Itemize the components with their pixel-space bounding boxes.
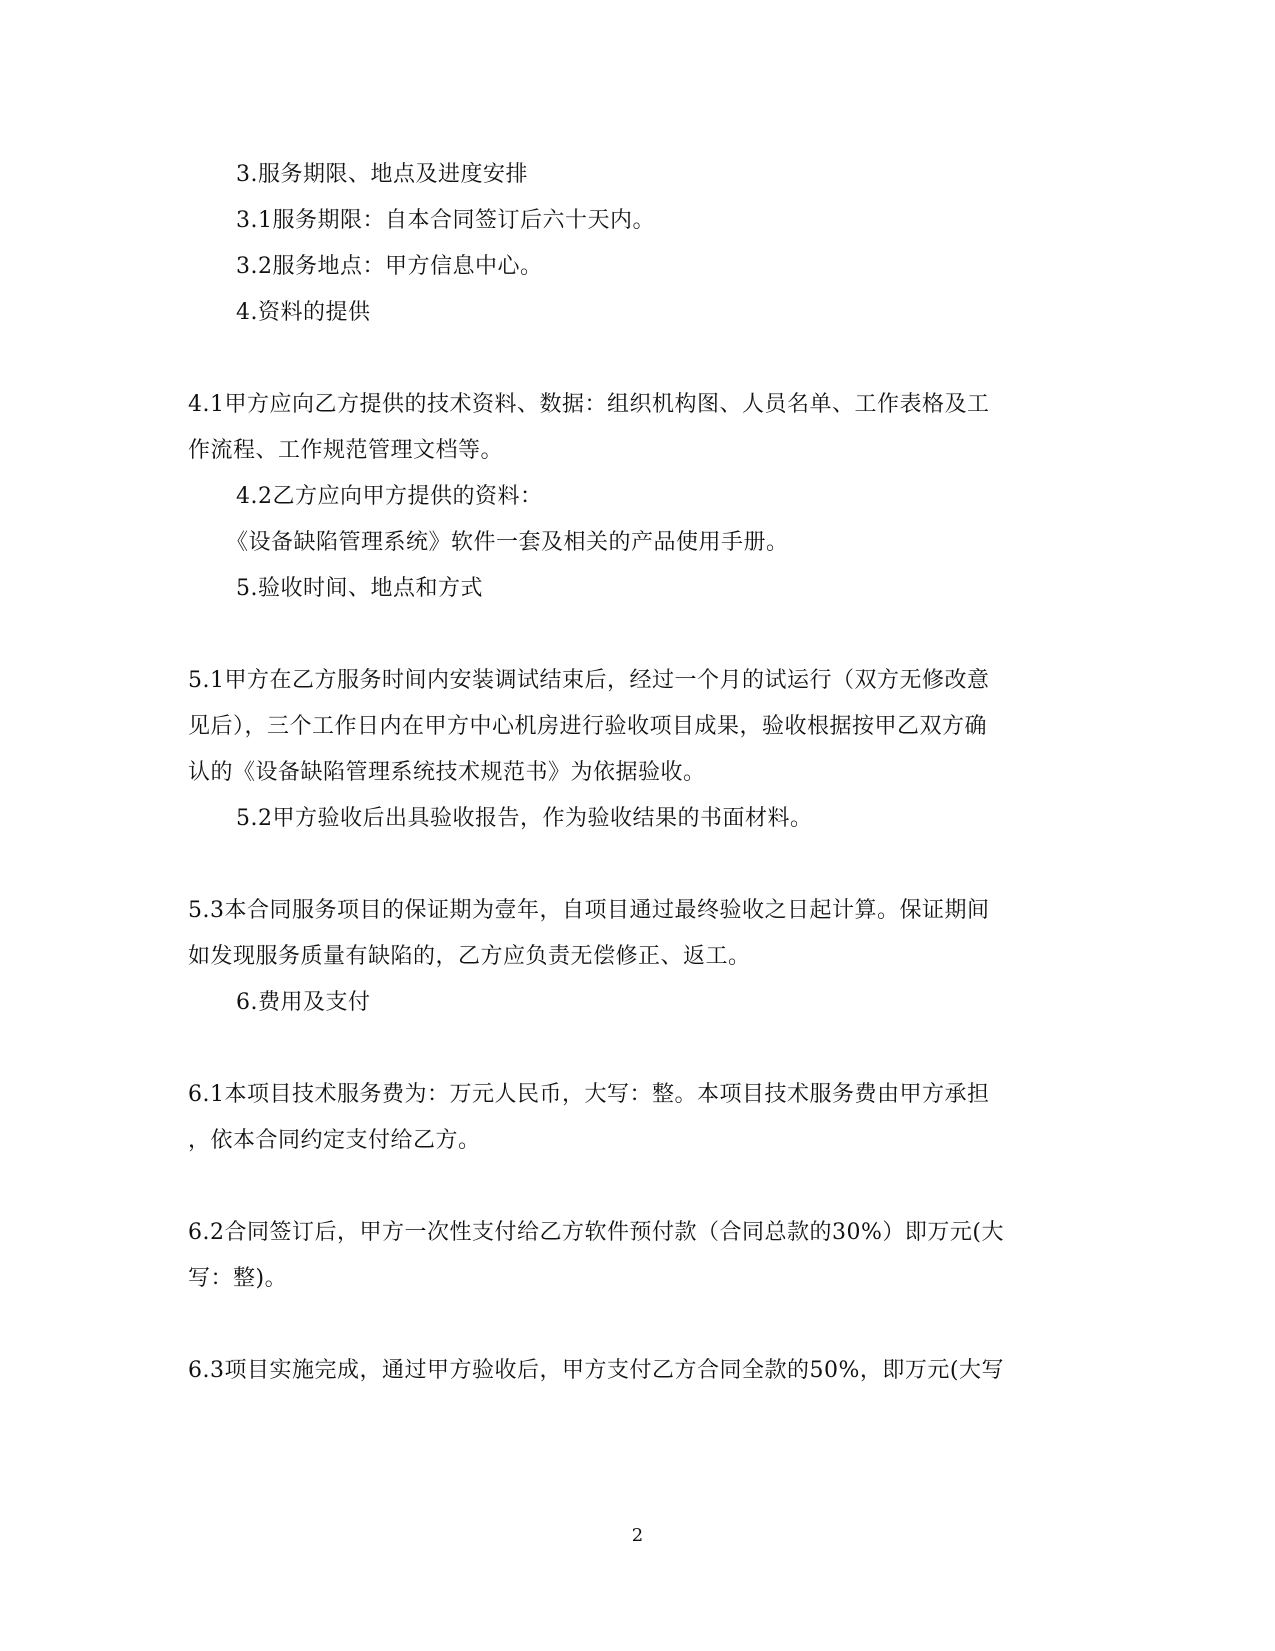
page-number: 2 bbox=[631, 1525, 644, 1546]
clause-5-1-line-1: 5.1甲方在乙方服务时间内安装调试结束后，经过一个月的试运行（双方无修改意 bbox=[188, 668, 990, 693]
section-3-heading: 3.服务期限、地点及进度安排 bbox=[236, 162, 528, 187]
clause-6-3-line-1: 6.3项目实施完成，通过甲方验收后，甲方支付乙方合同全款的50%，即万元(大写 bbox=[188, 1358, 1004, 1383]
clause-5-2: 5.2甲方验收后出具验收报告，作为验收结果的书面材料。 bbox=[236, 806, 813, 831]
clause-4-1-line-1: 4.1甲方应向乙方提供的技术资料、数据：组织机构图、人员名单、工作表格及工 bbox=[188, 392, 990, 417]
clause-4-1-line-2: 作流程、工作规范管理文档等。 bbox=[188, 438, 504, 463]
clause-6-1-line-1: 6.1本项目技术服务费为：万元人民币，大写：整。本项目技术服务费由甲方承担 bbox=[188, 1082, 990, 1107]
clause-5-3-line-1: 5.3本合同服务项目的保证期为壹年，自项目通过最终验收之日起计算。保证期间 bbox=[188, 898, 990, 923]
section-5-heading: 5.验收时间、地点和方式 bbox=[236, 576, 483, 601]
clause-6-2-line-1: 6.2合同签订后，甲方一次性支付给乙方软件预付款（合同总款的30%）即万元(大 bbox=[188, 1220, 1004, 1245]
clause-3-1: 3.1服务期限：自本合同签订后六十天内。 bbox=[236, 208, 655, 233]
clause-5-1-line-3: 认的《设备缺陷管理系统技术规范书》为依据验收。 bbox=[188, 760, 706, 785]
clause-4-2: 4.2乙方应向甲方提供的资料： bbox=[236, 484, 543, 509]
clause-6-1-line-2: ，依本合同约定支付给乙方。 bbox=[188, 1128, 481, 1153]
clause-4-2-detail: 《设备缺陷管理系统》软件一套及相关的产品使用手册。 bbox=[226, 530, 789, 555]
clause-5-1-line-2: 见后），三个工作日内在甲方中心机房进行验收项目成果，验收根据按甲乙双方确 bbox=[188, 714, 988, 739]
clause-6-2-line-2: 写：整)。 bbox=[188, 1266, 288, 1291]
section-6-heading: 6.费用及支付 bbox=[236, 990, 371, 1015]
clause-5-3-line-2: 如发现服务质量有缺陷的，乙方应负责无偿修正、返工。 bbox=[188, 944, 751, 969]
clause-3-2: 3.2服务地点：甲方信息中心。 bbox=[236, 254, 543, 279]
section-4-heading: 4.资料的提供 bbox=[236, 300, 371, 325]
